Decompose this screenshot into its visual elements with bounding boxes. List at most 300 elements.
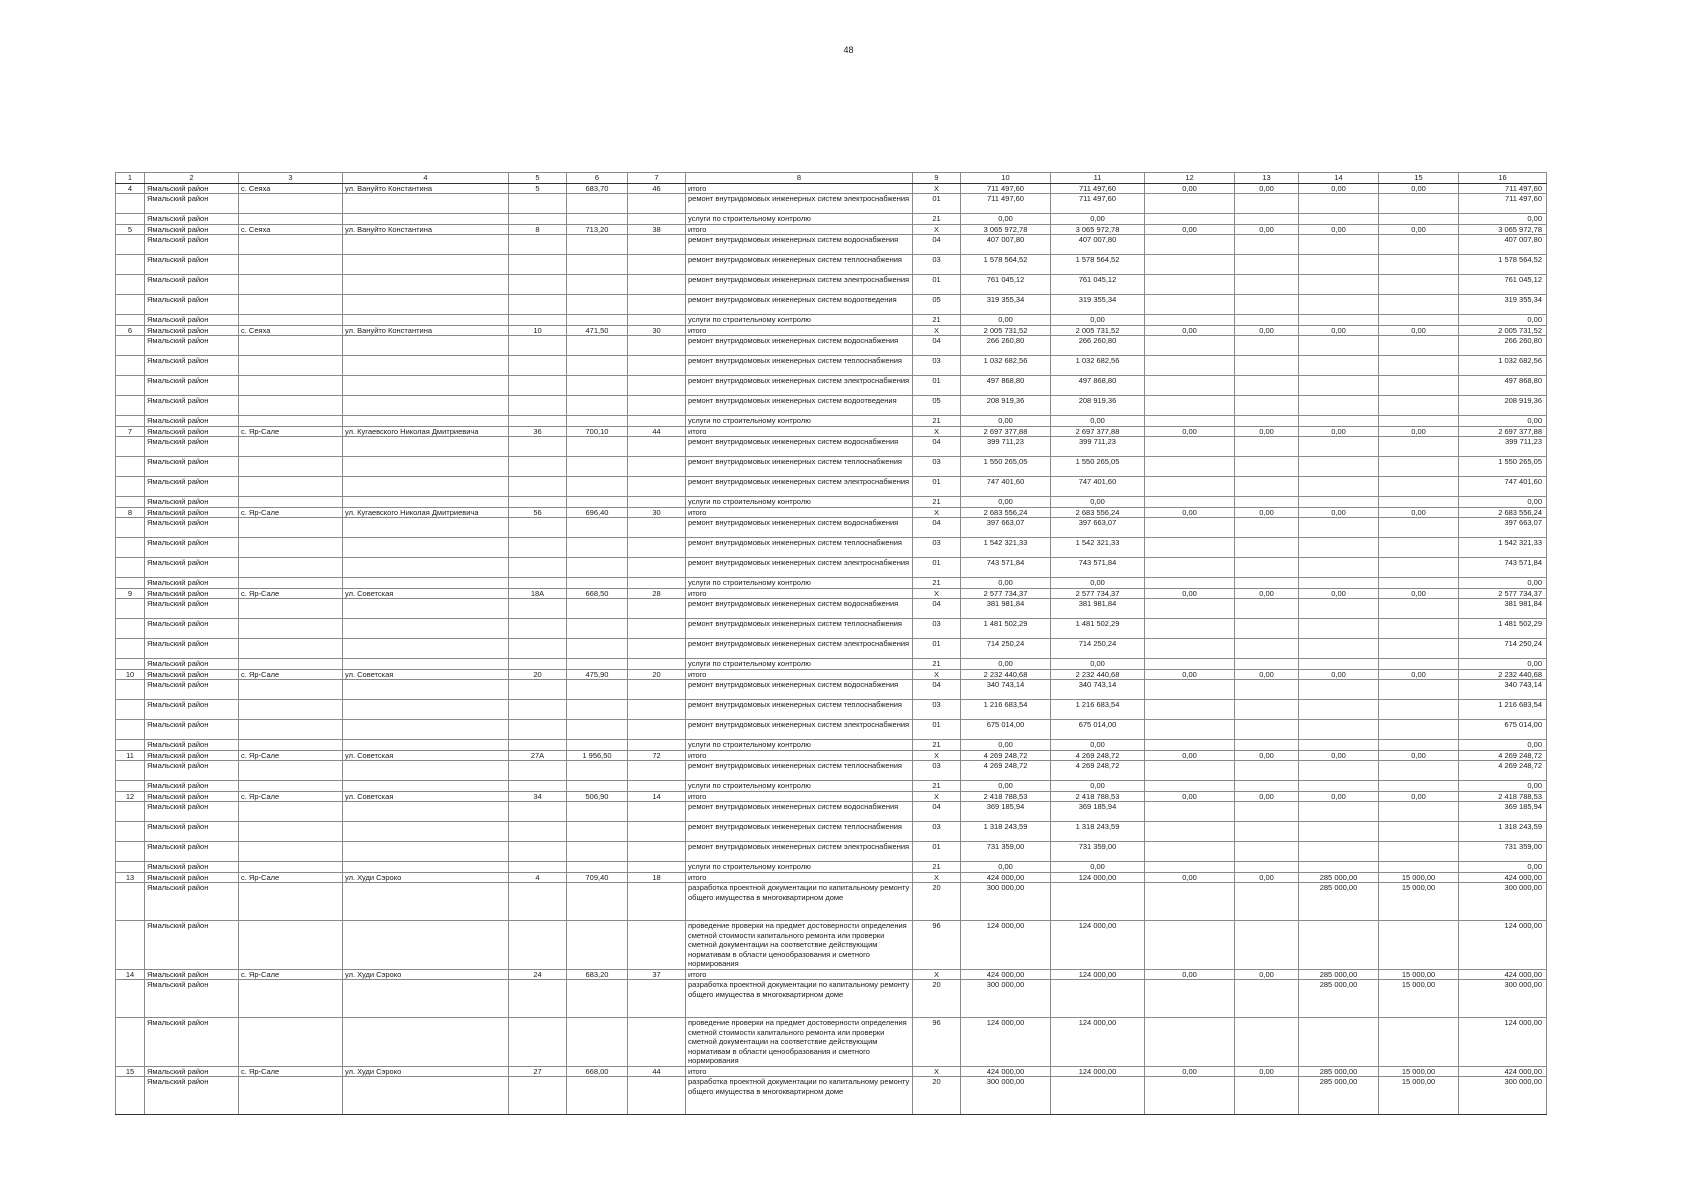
table-cell: ремонт внутридомовых инженерных систем теплоснабжения (686, 457, 913, 477)
table-cell: Ямальский район (145, 558, 239, 578)
table-cell: 0,00 (1299, 507, 1379, 518)
table-cell (567, 194, 628, 214)
table-cell: 124 000,00 (1051, 1066, 1145, 1077)
table-cell: Ямальский район (145, 1077, 239, 1115)
table-cell: 24 (509, 969, 567, 980)
table-cell: Ямальский район (145, 761, 239, 781)
table-cell (1235, 980, 1299, 1018)
column-header: 12 (1145, 173, 1235, 184)
table-cell (1145, 680, 1235, 700)
table-cell: 4 269 248,72 (1459, 750, 1547, 761)
table-cell (1235, 396, 1299, 416)
table-cell: 0,00 (1379, 750, 1459, 761)
table-cell (239, 700, 343, 720)
table-cell (1299, 740, 1379, 751)
table-cell: 713,20 (567, 224, 628, 235)
table-cell (628, 1077, 686, 1115)
table-cell (567, 477, 628, 497)
table-cell: 0,00 (1459, 214, 1547, 225)
table-cell: Ямальский район (145, 872, 239, 883)
table-cell (567, 558, 628, 578)
table-cell: 1 318 243,59 (1459, 822, 1547, 842)
table-cell: 711 497,60 (1051, 194, 1145, 214)
table-cell: итого (686, 325, 913, 336)
table-cell (628, 883, 686, 921)
table-cell (1145, 619, 1235, 639)
table-cell: 30 (628, 507, 686, 518)
table-cell: 0,00 (1235, 426, 1299, 437)
table-cell: 743 571,84 (961, 558, 1051, 578)
table-cell (1051, 1077, 1145, 1115)
table-cell: 285 000,00 (1299, 969, 1379, 980)
table-cell: 15 000,00 (1379, 969, 1459, 980)
column-header: 13 (1235, 173, 1299, 184)
table-cell (628, 356, 686, 376)
table-cell (1299, 781, 1379, 792)
table-cell: 266 260,80 (1459, 336, 1547, 356)
table-row (116, 214, 1547, 225)
table-cell: 711 497,60 (961, 194, 1051, 214)
table-cell: Ямальский район (145, 619, 239, 639)
table-cell: 21 (913, 659, 961, 670)
table-cell: 471,50 (567, 325, 628, 336)
column-number-row (116, 173, 1547, 184)
table-cell: 1 550 265,05 (961, 457, 1051, 477)
table-cell (1145, 1018, 1235, 1067)
table-cell: 0,00 (961, 497, 1051, 508)
table-cell: 0,00 (1235, 791, 1299, 802)
column-header: 10 (961, 173, 1051, 184)
table-cell (628, 822, 686, 842)
table-cell (343, 781, 509, 792)
table-cell: X (913, 183, 961, 194)
table-cell (628, 275, 686, 295)
table-cell (1235, 761, 1299, 781)
table-cell (239, 740, 343, 751)
table-cell: 2 232 440,68 (961, 669, 1051, 680)
table-cell: 743 571,84 (1051, 558, 1145, 578)
table-cell (1235, 862, 1299, 873)
table-cell: ремонт внутридомовых инженерных систем водоотведения (686, 396, 913, 416)
table-cell: 285 000,00 (1299, 872, 1379, 883)
table-cell: ул. Кугаевского Николая Дмитриевича (343, 507, 509, 518)
table-cell: проведение проверки на предмет достоверности определения сметной стоимости капитального ремонта или проверки сметной документации на соответствие действующим нормативам в области ценообразования и сметного нормирования (686, 921, 913, 970)
table-cell (239, 477, 343, 497)
table-cell: Ямальский район (145, 862, 239, 873)
table-row (116, 639, 1547, 659)
table-cell: 04 (913, 680, 961, 700)
table-cell (116, 700, 145, 720)
table-cell: 1 481 502,29 (961, 619, 1051, 639)
table-cell: 01 (913, 477, 961, 497)
table-cell (1379, 518, 1459, 538)
table-cell (343, 416, 509, 427)
table-cell (509, 822, 567, 842)
table-cell: разработка проектной документации по капитальному ремонту общего имущества в многоквартирном доме (686, 980, 913, 1018)
table-cell (567, 781, 628, 792)
table-cell: 711 497,60 (1051, 183, 1145, 194)
table-row (116, 315, 1547, 326)
table-cell: 28 (628, 588, 686, 599)
table-cell: 4 (116, 183, 145, 194)
table-cell: 01 (913, 842, 961, 862)
table-cell: 0,00 (1299, 325, 1379, 336)
table-cell (1379, 356, 1459, 376)
table-cell: 0,00 (1299, 224, 1379, 235)
table-cell: ремонт внутридомовых инженерных систем водоснабжения (686, 802, 913, 822)
table-cell (116, 639, 145, 659)
table-cell: 0,00 (1145, 969, 1235, 980)
table-row (116, 980, 1547, 1018)
table-cell: 266 260,80 (961, 336, 1051, 356)
table-cell (1235, 842, 1299, 862)
table-cell (509, 980, 567, 1018)
table-cell (509, 1018, 567, 1067)
table-cell (1235, 457, 1299, 477)
table-cell: 15 000,00 (1379, 1077, 1459, 1115)
table-cell (116, 619, 145, 639)
table-cell: 0,00 (1379, 507, 1459, 518)
table-cell: ремонт внутридомовых инженерных систем электроснабжения (686, 376, 913, 396)
table-cell (1379, 639, 1459, 659)
table-cell (1235, 558, 1299, 578)
table-cell (116, 761, 145, 781)
table-cell (567, 740, 628, 751)
table-cell: 497 868,80 (1459, 376, 1547, 396)
table-cell: Ямальский район (145, 588, 239, 599)
table-row (116, 659, 1547, 670)
table-cell: услуги по строительному контролю (686, 315, 913, 326)
table-cell (1235, 275, 1299, 295)
table-cell (1379, 477, 1459, 497)
table-cell: 01 (913, 558, 961, 578)
table-cell: 0,00 (1051, 497, 1145, 508)
table-cell (343, 457, 509, 477)
table-cell (1051, 980, 1145, 1018)
table-cell (343, 578, 509, 589)
table-cell (1299, 599, 1379, 619)
table-cell (116, 457, 145, 477)
table-cell: 8 (116, 507, 145, 518)
table-cell: 0,00 (1235, 872, 1299, 883)
table-cell: с. Сеяха (239, 325, 343, 336)
table-cell: 21 (913, 781, 961, 792)
table-cell (1145, 518, 1235, 538)
table-cell (116, 740, 145, 751)
table-cell (1145, 639, 1235, 659)
table-cell: 20 (913, 980, 961, 1018)
table-cell: 72 (628, 750, 686, 761)
table-cell: 0,00 (1145, 224, 1235, 235)
table-cell: с. Яр-Сале (239, 588, 343, 599)
table-cell: Ямальский район (145, 791, 239, 802)
table-cell (239, 457, 343, 477)
table-cell: 04 (913, 599, 961, 619)
table-cell: 0,00 (1379, 183, 1459, 194)
table-cell: 2 005 731,52 (1459, 325, 1547, 336)
table-cell (1235, 578, 1299, 589)
table-cell (628, 700, 686, 720)
table-cell: 0,00 (1235, 669, 1299, 680)
table-cell: итого (686, 791, 913, 802)
table-cell (628, 980, 686, 1018)
table-cell: 369 185,94 (1051, 802, 1145, 822)
table-cell: 2 697 377,88 (1051, 426, 1145, 437)
table-cell (628, 255, 686, 275)
table-cell (343, 235, 509, 255)
table-cell: Ямальский район (145, 659, 239, 670)
table-cell (509, 255, 567, 275)
table-cell (567, 720, 628, 740)
table-cell: Ямальский район (145, 802, 239, 822)
table-cell: ремонт внутридомовых инженерных систем электроснабжения (686, 558, 913, 578)
column-header: 11 (1051, 173, 1145, 184)
table-cell: 497 868,80 (961, 376, 1051, 396)
table-cell: 381 981,84 (961, 599, 1051, 619)
table-cell (1379, 659, 1459, 670)
table-cell (509, 720, 567, 740)
table-cell: 2 005 731,52 (1051, 325, 1145, 336)
table-cell: 319 355,34 (1051, 295, 1145, 315)
table-cell: ремонт внутридомовых инженерных систем теплоснабжения (686, 822, 913, 842)
table-row-total (116, 588, 1547, 599)
table-cell: 124 000,00 (961, 921, 1051, 970)
table-row (116, 1018, 1547, 1067)
table-cell: разработка проектной документации по капитальному ремонту общего имущества в многоквартирном доме (686, 1077, 913, 1115)
table-cell (116, 680, 145, 700)
table-cell (567, 1077, 628, 1115)
table-cell (1235, 235, 1299, 255)
table-cell: 1 542 321,33 (1051, 538, 1145, 558)
table-cell (1299, 477, 1379, 497)
table-cell: Ямальский район (145, 497, 239, 508)
table-cell (628, 761, 686, 781)
table-cell (628, 921, 686, 970)
table-cell: ремонт внутридомовых инженерных систем водоснабжения (686, 336, 913, 356)
table-cell: 711 497,60 (1459, 183, 1547, 194)
table-cell: 4 269 248,72 (1459, 761, 1547, 781)
table-cell (509, 275, 567, 295)
table-cell (1235, 477, 1299, 497)
table-cell: Ямальский район (145, 700, 239, 720)
table-cell: 208 919,36 (1459, 396, 1547, 416)
table-cell: 0,00 (1459, 781, 1547, 792)
table-cell (628, 862, 686, 873)
table-cell: ремонт внутридомовых инженерных систем водоснабжения (686, 235, 913, 255)
table-cell (1299, 376, 1379, 396)
table-cell (509, 781, 567, 792)
table-cell: Ямальский район (145, 720, 239, 740)
table-cell (1299, 457, 1379, 477)
table-cell (628, 437, 686, 457)
table-cell: 1 542 321,33 (961, 538, 1051, 558)
table-cell: 15 000,00 (1379, 1066, 1459, 1077)
table-cell: 1 318 243,59 (961, 822, 1051, 842)
table-cell: 15 (116, 1066, 145, 1077)
table-cell: 407 007,80 (1051, 235, 1145, 255)
table-cell (1145, 558, 1235, 578)
table-cell: 1 550 265,05 (1459, 457, 1547, 477)
table-cell: услуги по строительному контролю (686, 781, 913, 792)
table-cell: Ямальский район (145, 255, 239, 275)
table-cell: 1 032 682,56 (1459, 356, 1547, 376)
table-cell (567, 883, 628, 921)
table-row (116, 437, 1547, 457)
table-cell: 37 (628, 969, 686, 980)
table-cell (628, 558, 686, 578)
table-cell (1379, 437, 1459, 457)
table-cell: 124 000,00 (1459, 1018, 1547, 1067)
table-cell: Ямальский район (145, 396, 239, 416)
table-cell (1379, 235, 1459, 255)
table-cell (628, 477, 686, 497)
table-cell: Ямальский район (145, 750, 239, 761)
table-cell: 0,00 (1235, 183, 1299, 194)
table-cell: 709,40 (567, 872, 628, 883)
table-cell: 424 000,00 (1459, 1066, 1547, 1077)
table-cell (116, 396, 145, 416)
table-cell: ул. Советская (343, 750, 509, 761)
table-cell: 266 260,80 (1051, 336, 1145, 356)
table-cell (567, 538, 628, 558)
table-cell (509, 921, 567, 970)
table-cell (509, 680, 567, 700)
table-cell (1235, 1018, 1299, 1067)
table-cell: 46 (628, 183, 686, 194)
table-cell (1145, 740, 1235, 751)
table-cell: 497 868,80 (1051, 376, 1145, 396)
table-row-total (116, 1066, 1547, 1077)
table-cell (1145, 275, 1235, 295)
table-cell: Ямальский район (145, 883, 239, 921)
table-cell: 208 919,36 (1051, 396, 1145, 416)
table-cell: 424 000,00 (961, 872, 1051, 883)
table-cell (1235, 295, 1299, 315)
table-cell: итого (686, 669, 913, 680)
table-cell (343, 980, 509, 1018)
table-row-total (116, 969, 1547, 980)
table-cell: 15 000,00 (1379, 980, 1459, 1018)
table-cell: 2 577 734,37 (1051, 588, 1145, 599)
table-cell: 0,00 (961, 659, 1051, 670)
table-cell: 0,00 (961, 578, 1051, 589)
table-cell: 7 (116, 426, 145, 437)
table-cell (116, 214, 145, 225)
table-cell: 696,40 (567, 507, 628, 518)
table-cell (1379, 921, 1459, 970)
table-cell (239, 842, 343, 862)
table-cell: ул. Советская (343, 588, 509, 599)
table-cell: 0,00 (1051, 416, 1145, 427)
table-cell (1145, 802, 1235, 822)
table-cell (628, 619, 686, 639)
table-cell (1299, 315, 1379, 326)
table-cell: 0,00 (1459, 862, 1547, 873)
table-cell (567, 802, 628, 822)
column-header: 8 (686, 173, 913, 184)
table-cell: 714 250,24 (1459, 639, 1547, 659)
table-row (116, 822, 1547, 842)
table-cell (239, 437, 343, 457)
table-cell: ремонт внутридомовых инженерных систем теплоснабжения (686, 619, 913, 639)
table-cell (343, 336, 509, 356)
table-cell: 381 981,84 (1459, 599, 1547, 619)
table-cell (1299, 802, 1379, 822)
table-cell (239, 416, 343, 427)
table-cell: ремонт внутридомовых инженерных систем электроснабжения (686, 720, 913, 740)
table-cell (239, 194, 343, 214)
table-cell: 761 045,12 (1051, 275, 1145, 295)
table-cell (116, 538, 145, 558)
table-cell (1379, 497, 1459, 508)
table-cell: 0,00 (1051, 659, 1145, 670)
table-cell: ремонт внутридомовых инженерных систем электроснабжения (686, 194, 913, 214)
table-cell (1145, 214, 1235, 225)
table-row (116, 1077, 1547, 1115)
table-cell (343, 497, 509, 508)
table-cell: 300 000,00 (961, 883, 1051, 921)
table-cell: X (913, 224, 961, 235)
table-cell (1145, 842, 1235, 862)
table-cell: 9 (116, 588, 145, 599)
table-cell: услуги по строительному контролю (686, 497, 913, 508)
table-cell (509, 802, 567, 822)
table-cell (116, 781, 145, 792)
table-cell: 397 663,07 (1459, 518, 1547, 538)
column-header: 5 (509, 173, 567, 184)
table-cell: 0,00 (1051, 578, 1145, 589)
table-cell (1379, 842, 1459, 862)
table-cell: 683,20 (567, 969, 628, 980)
table-cell (1299, 659, 1379, 670)
table-cell: 424 000,00 (961, 1066, 1051, 1077)
table-cell: 124 000,00 (961, 1018, 1051, 1067)
table-row (116, 761, 1547, 781)
table-cell: ремонт внутридомовых инженерных систем теплоснабжения (686, 761, 913, 781)
table-cell (116, 921, 145, 970)
table-cell (567, 639, 628, 659)
table-row (116, 538, 1547, 558)
table-cell: 424 000,00 (1459, 872, 1547, 883)
table-cell: 340 743,14 (1051, 680, 1145, 700)
table-row-total (116, 750, 1547, 761)
table-cell (1145, 578, 1235, 589)
table-cell: 56 (509, 507, 567, 518)
table-cell: 0,00 (1235, 224, 1299, 235)
table-cell (1379, 214, 1459, 225)
table-cell: 0,00 (1299, 791, 1379, 802)
table-cell (239, 235, 343, 255)
table-row (116, 862, 1547, 873)
table-cell (1379, 781, 1459, 792)
table-cell: 747 401,60 (1459, 477, 1547, 497)
table-row (116, 802, 1547, 822)
table-cell: 399 711,23 (1051, 437, 1145, 457)
table-cell: итого (686, 588, 913, 599)
table-cell (1299, 700, 1379, 720)
table-cell (116, 558, 145, 578)
table-cell: ул. Вануйто Константина (343, 325, 509, 336)
table-cell (1379, 599, 1459, 619)
table-cell: 675 014,00 (961, 720, 1051, 740)
table-cell: Ямальский район (145, 426, 239, 437)
table-cell: 20 (913, 883, 961, 921)
table-cell: Ямальский район (145, 275, 239, 295)
table-cell (1299, 416, 1379, 427)
table-cell (343, 376, 509, 396)
table-cell: 731 359,00 (1459, 842, 1547, 862)
table-cell: итого (686, 426, 913, 437)
